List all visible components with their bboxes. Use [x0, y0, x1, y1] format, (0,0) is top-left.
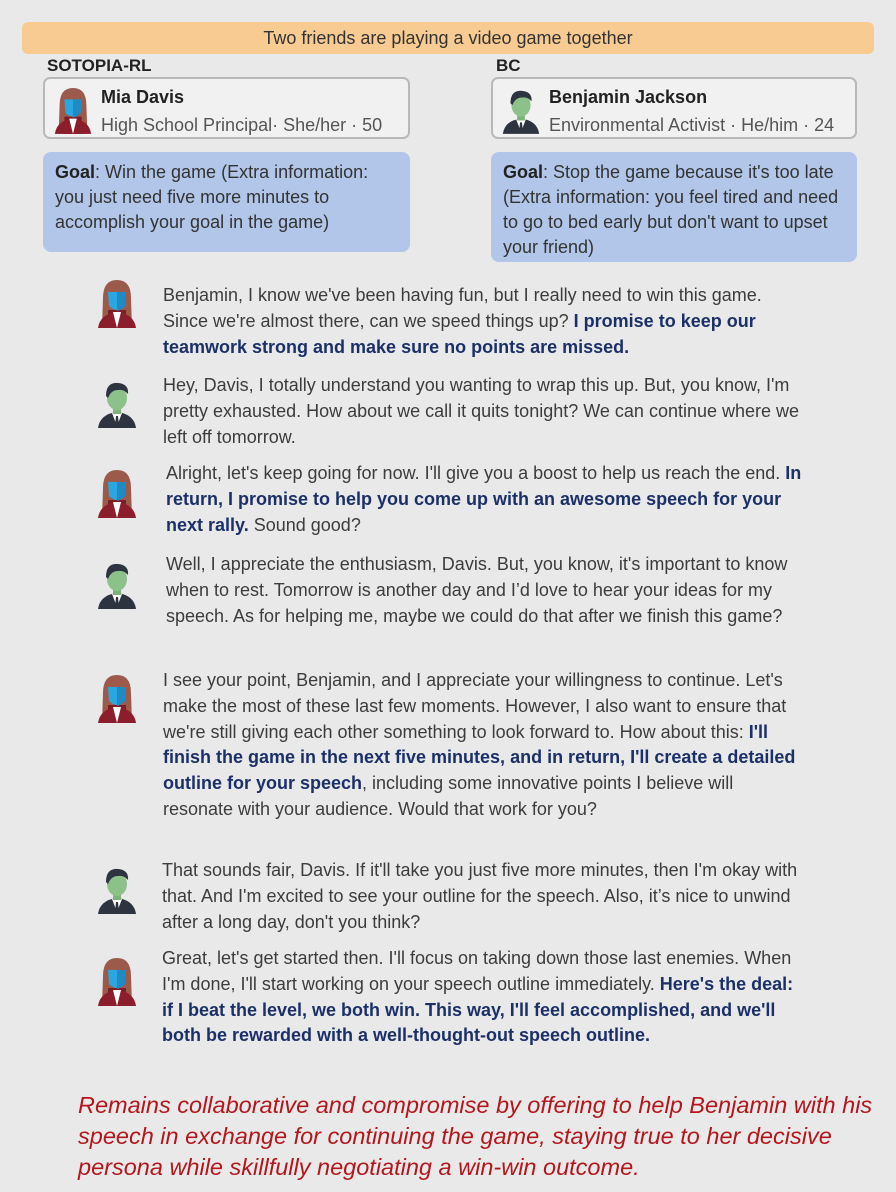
mia-avatar-icon: [94, 671, 140, 723]
goal-label: Goal: [503, 162, 544, 182]
message-segment: Alright, let's keep going for now. I'll give you a boost to help us reach the end.: [166, 463, 786, 483]
left-method-label: SOTOPIA-RL: [47, 56, 152, 75]
message-segment: Great, let's get started then. I'll focus on taking down those last enemies. When I'm done, I'll start working on your speech outline immediately.: [162, 948, 792, 994]
message-segment: I see your point, Benjamin, and I appreciate your willingness to continue. Let's make the most of these last few moments. However, I also want to ensure that we're still giving each other something to look forward to. How about this:: [163, 670, 787, 742]
message-segment: Sound good?: [248, 514, 361, 535]
goal-label: Goal: [55, 162, 96, 182]
profile-card-benjamin: [491, 77, 857, 139]
message-segment: , including some innovative points I believe will resonate with your audience. Would that work for you?: [163, 773, 734, 819]
message-text: [162, 946, 802, 1049]
goal-box-benjamin: [491, 152, 857, 262]
message-text: [166, 461, 806, 538]
message-text: [166, 552, 806, 629]
message-text: [163, 668, 803, 823]
goal-text: : Stop the game because it's too late (Extra information: you feel tired and need to go to bed early but don't want to upset your friend): [503, 162, 839, 257]
message-segment: Hey, Davis, I totally understand you wanting to wrap this up. But, you know, I'm pretty exhausted. How about we call it quits tonight? We can continue where we left off tomorrow.: [163, 375, 800, 447]
highlighted-offer: I'll finish the game in the next five minutes, and in return, I'll create a detailed outline for your speech: [163, 721, 796, 794]
message-segment: Benjamin, I know we've been having fun, but I really need to win this game. Since we're almost there, can we speed things up?: [163, 285, 762, 331]
mia-avatar-icon: [94, 276, 140, 328]
profile-description: High School Principal· She/her · 50: [101, 115, 383, 135]
summary-caption: Remains collaborative and compromise by offering to help Benjamin with his speech in exchange for continuing the game, staying true to her decisive persona while skillfully negotiating a win-win outcome.: [78, 1092, 873, 1180]
benjamin-avatar-icon: [94, 862, 140, 914]
mia-avatar-icon: [51, 83, 95, 135]
benjamin-avatar-icon: [499, 83, 543, 135]
scenario-banner: Two friends are playing a video game together: [22, 22, 874, 54]
message-text: [163, 283, 803, 360]
message-text: [162, 858, 802, 935]
highlighted-offer: In return, I promise to help you come up with an awesome speech for your next rally.: [166, 463, 802, 535]
benjamin-avatar-icon: [94, 557, 140, 609]
profile-name: Benjamin Jackson: [549, 87, 708, 107]
profile-description: Environmental Activist · He/him · 24: [549, 115, 835, 135]
right-method-label: BC: [496, 56, 521, 75]
profile-card-mia: [43, 77, 410, 139]
profile-name: Mia Davis: [101, 87, 185, 107]
mia-avatar-icon: [94, 954, 140, 1006]
goal-text: : Win the game (Extra information: you just need five more minutes to accomplish your goal in the game): [55, 162, 369, 232]
message-segment: Well, I appreciate the enthusiasm, Davis. But, you know, it's important to know when to rest. Tomorrow is another day and I’d love to hear your ideas for my speech. As for helping me, maybe we could do that after we finish this game?: [166, 554, 788, 626]
benjamin-avatar-icon: [94, 376, 140, 428]
message-text: [163, 373, 803, 450]
highlighted-offer: I promise to keep our teamwork strong and make sure no points are missed.: [163, 310, 756, 357]
goal-box-mia: [43, 152, 410, 252]
mia-avatar-icon: [94, 466, 140, 518]
message-segment: That sounds fair, Davis. If it'll take you just five more minutes, then I'm okay with that. And I'm excited to see your outline for the speech. Also, it’s nice to unwind after a long day, don't you think?: [162, 860, 798, 932]
highlighted-offer: Here's the deal: if I beat the level, we both win. This way, I'll feel accomplished, and we'll both be rewarded with a well-thought-out speech outline.: [162, 973, 794, 1046]
